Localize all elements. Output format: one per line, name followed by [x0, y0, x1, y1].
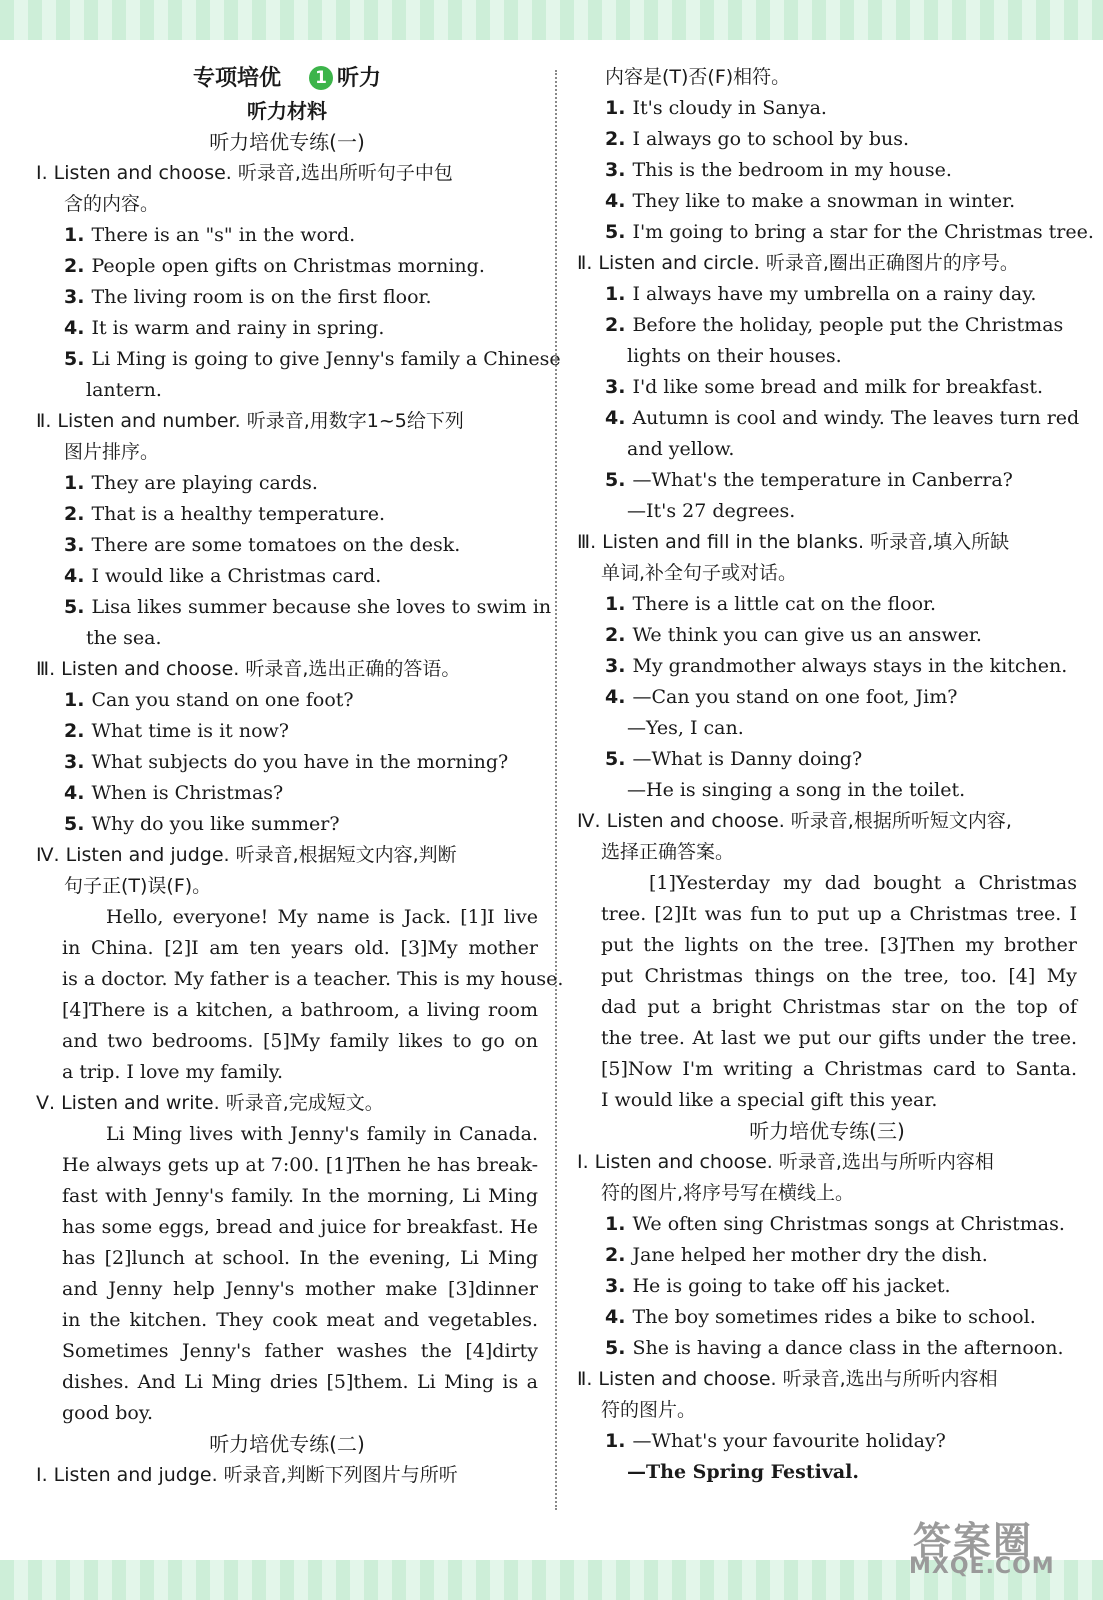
- question-heading-cont: 内容是(T)否(F)相符。: [605, 66, 791, 88]
- list-item: 3. What subjects do you have in the morning?: [64, 751, 509, 773]
- question-heading: Ⅱ. Listen and number. 听录音,用数字1~5给下列: [36, 410, 464, 432]
- section-heading-3: 听力培优专练(三): [749, 1119, 905, 1143]
- passage-line: has [2]lunch at school. In the evening, Li Ming: [62, 1247, 538, 1269]
- list-item: 2. I always go to school by bus.: [605, 128, 910, 150]
- list-item-cont: lights on their houses.: [627, 345, 842, 367]
- list-item: 3. The living room is on the first floor.: [64, 286, 432, 308]
- list-item: 4. —Can you stand on one foot, Jim?: [605, 686, 958, 708]
- question-heading: Ⅲ. Listen and fill in the blanks. 听录音,填入所缺: [577, 531, 1010, 553]
- list-item: 1. We often sing Christmas songs at Christmas.: [605, 1213, 1065, 1235]
- list-item: 4. When is Christmas?: [64, 782, 284, 804]
- column-divider: [555, 70, 557, 1510]
- list-item: 1. They are playing cards.: [64, 472, 318, 494]
- title-topic: 听力: [337, 66, 382, 91]
- question-heading: Ⅴ. Listen and write. 听录音,完成短文。: [36, 1092, 384, 1114]
- list-item: 2. What time is it now?: [64, 720, 289, 742]
- list-item: 1. —What's your favourite holiday?: [605, 1430, 946, 1452]
- list-item: 1. There is an "s" in the word.: [64, 224, 356, 246]
- list-item-cont: —Yes, I can.: [627, 717, 744, 739]
- passage-line: the tree. At last we put our gifts under the tree.: [601, 1027, 1077, 1049]
- list-item: 1. Can you stand on one foot?: [64, 689, 354, 711]
- question-heading-cont: 句子正(T)误(F)。: [64, 875, 212, 897]
- list-item: 2. That is a healthy temperature.: [64, 503, 386, 525]
- title-text: 专项培优: [192, 66, 281, 91]
- question-heading: Ⅱ. Listen and choose. 听录音,选出与所听内容相: [577, 1368, 998, 1390]
- list-item: 5. Lisa likes summer because she loves to swim in: [64, 596, 552, 618]
- passage-line: fast with Jenny's family. In the morning, Li Ming: [62, 1185, 538, 1207]
- list-item: 5. She is having a dance class in the afternoon.: [605, 1337, 1064, 1359]
- passage-line: tree. [2]It was fun to put up a Christmas tree. I: [601, 903, 1077, 925]
- list-item: 3. I'd like some bread and milk for breakfast.: [605, 376, 1044, 398]
- question-heading: Ⅱ. Listen and circle. 听录音,圈出正确图片的序号。: [577, 252, 1019, 274]
- section-heading-1: 听力培优专练(一): [209, 130, 365, 154]
- passage-line: dad put a bright Christmas star on the top of: [601, 996, 1077, 1018]
- list-item: 2. Before the holiday, people put the Christmas: [605, 314, 1064, 336]
- list-item: 5. Why do you like summer?: [64, 813, 340, 835]
- passage-line: good boy.: [62, 1402, 154, 1424]
- passage-line: dishes. And Li Ming dries [5]them. Li Ming is a: [62, 1371, 538, 1393]
- watermark-url: MXQE.COM: [909, 1554, 1055, 1579]
- list-item: 4. They like to make a snowman in winter.: [605, 190, 1016, 212]
- passage-line: and two bedrooms. [5]My family likes to go on: [62, 1030, 538, 1052]
- list-item: 5. —What is Danny doing?: [605, 748, 863, 770]
- list-item-cont: —It's 27 degrees.: [627, 500, 796, 522]
- list-item: 3. My grandmother always stays in the kitchen.: [605, 655, 1068, 677]
- passage-line: is a doctor. My father is a teacher. This is my house.: [62, 968, 564, 990]
- page-title: [36, 62, 538, 96]
- list-item: 5. Li Ming is going to give Jenny's family a Chinese: [64, 348, 561, 370]
- passage-line: put Christmas things on the tree, too. [4] My: [601, 965, 1077, 987]
- question-heading: Ⅳ. Listen and judge. 听录音,根据短文内容,判断: [36, 844, 457, 866]
- list-item-cont: lantern.: [86, 379, 162, 401]
- passage-line: [4]There is a kitchen, a bathroom, a living room: [62, 999, 538, 1021]
- question-heading-cont: 符的图片,将序号写在横线上。: [601, 1182, 855, 1204]
- question-heading: Ⅳ. Listen and choose. 听录音,根据所听短文内容,: [577, 810, 1012, 832]
- section-heading-2: 听力培优专练(二): [209, 1432, 365, 1456]
- list-item: 1. It's cloudy in Sanya.: [605, 97, 827, 119]
- list-item: 2. We think you can give us an answer.: [605, 624, 982, 646]
- passage-line: and Jenny help Jenny's mother make [3]dinner: [62, 1278, 538, 1300]
- list-item-cont: —The Spring Festival.: [627, 1461, 860, 1483]
- question-heading: Ⅰ. Listen and choose. 听录音,选出所听句子中包: [36, 162, 453, 184]
- list-item: 3. This is the bedroom in my house.: [605, 159, 952, 181]
- passage-line: in the kitchen. They cook meat and vegetables.: [62, 1309, 538, 1331]
- passage-line: in China. [2]I am ten years old. [3]My mother: [62, 937, 538, 959]
- page-subtitle: 听力材料: [247, 99, 327, 123]
- passage-line: He always gets up at 7:00. [1]Then he has break-: [62, 1154, 538, 1176]
- passage-line: I would like a special gift this year.: [601, 1089, 938, 1111]
- question-heading: Ⅲ. Listen and choose. 听录音,选出正确的答语。: [36, 658, 461, 680]
- list-item: 1. There is a little cat on the floor.: [605, 593, 937, 615]
- question-heading-cont: 图片排序。: [64, 441, 160, 463]
- list-item: 2. Jane helped her mother dry the dish.: [605, 1244, 988, 1266]
- watermark-logo: [905, 1508, 1075, 1588]
- list-item-cont: and yellow.: [627, 438, 735, 460]
- list-item: 5. —What's the temperature in Canberra?: [605, 469, 1013, 491]
- question-heading: Ⅰ. Listen and choose. 听录音,选出与所听内容相: [577, 1151, 994, 1173]
- list-item: 5. I'm going to bring a star for the Christmas tree.: [605, 221, 1094, 243]
- list-item: 4. It is warm and rainy in spring.: [64, 317, 385, 339]
- list-item-cont: —He is singing a song in the toilet.: [627, 779, 966, 801]
- top-decorative-band: [0, 0, 1103, 40]
- question-heading-cont: 含的内容。: [64, 193, 160, 215]
- question-heading-cont: 符的图片。: [601, 1399, 697, 1421]
- list-item: 4. Autumn is cool and windy. The leaves turn red: [605, 407, 1080, 429]
- passage-line: put the lights on the tree. [3]Then my brother: [601, 934, 1077, 956]
- watermark-text: 答案圈: [913, 1519, 1034, 1563]
- passage-line: Hello, everyone! My name is Jack. [1]I live: [106, 906, 538, 928]
- list-item: 3. He is going to take off his jacket.: [605, 1275, 951, 1297]
- list-item-cont: the sea.: [86, 627, 162, 649]
- list-item: 4. The boy sometimes rides a bike to school.: [605, 1306, 1036, 1328]
- section-badge: 1: [309, 66, 333, 90]
- list-item: 3. There are some tomatoes on the desk.: [64, 534, 461, 556]
- list-item: 4. I would like a Christmas card.: [64, 565, 382, 587]
- passage-line: [1]Yesterday my dad bought a Christmas: [649, 872, 1077, 894]
- list-item: 1. I always have my umbrella on a rainy day.: [605, 283, 1037, 305]
- list-item: 2. People open gifts on Christmas morning.: [64, 255, 485, 277]
- passage-line: has some eggs, bread and juice for breakfast. He: [62, 1216, 538, 1238]
- question-heading-cont: 单词,补全句子或对话。: [601, 562, 798, 584]
- question-heading: Ⅰ. Listen and judge. 听录音,判断下列图片与所听: [36, 1464, 458, 1486]
- passage-line: a trip. I love my family.: [62, 1061, 284, 1083]
- passage-line: Sometimes Jenny's father washes the [4]dirty: [62, 1340, 538, 1362]
- question-heading-cont: 选择正确答案。: [601, 841, 735, 863]
- passage-line: Li Ming lives with Jenny's family in Canada.: [106, 1123, 538, 1145]
- passage-line: [5]Now I'm writing a Christmas card to Santa.: [601, 1058, 1077, 1080]
